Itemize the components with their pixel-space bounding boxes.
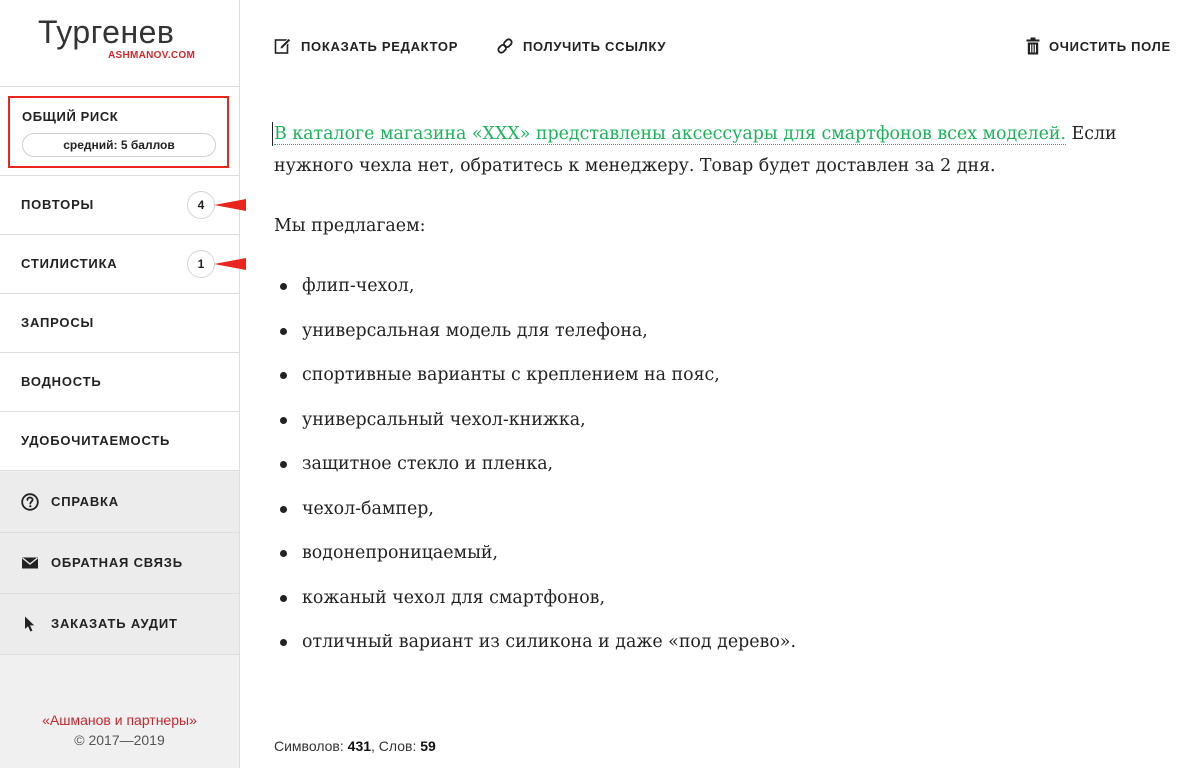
overall-risk-panel xyxy=(8,96,229,168)
logo-title: Тургенев xyxy=(38,14,175,50)
words-label: , Слов: xyxy=(371,738,417,754)
sidebar-item-repeats[interactable] xyxy=(0,176,239,235)
red-pointer-arrow xyxy=(214,258,246,270)
sidebar-item-readability[interactable] xyxy=(0,412,239,471)
list-item: универсальная модель для телефона, xyxy=(274,315,1154,360)
text-stats xyxy=(274,738,436,754)
sidebar-item-help[interactable] xyxy=(0,472,239,533)
clear-field-button[interactable] xyxy=(1026,36,1171,56)
sidebar xyxy=(0,0,240,768)
risk-value-badge: средний: 5 баллов xyxy=(22,133,216,157)
chars-label: Символов: xyxy=(274,738,344,754)
list-item: кожаный чехол для смартфонов, xyxy=(274,582,1154,627)
sidebar-item-label: СТИЛИСТИКА xyxy=(21,256,118,271)
show-editor-button[interactable] xyxy=(274,36,458,56)
clear-field-label: ОЧИСТИТЬ ПОЛЕ xyxy=(1049,38,1171,54)
edit-icon xyxy=(274,37,292,55)
get-link-button[interactable] xyxy=(496,36,666,56)
partner-link[interactable]: «Ашманов и партнеры» xyxy=(42,712,197,728)
risk-label: ОБЩИЙ РИСК xyxy=(22,109,119,124)
sidebar-item-label: СПРАВКА xyxy=(51,494,119,509)
get-link-label: ПОЛУЧИТЬ ССЫЛКУ xyxy=(523,38,667,54)
paragraph-text: Если нужного чехла нет, обратитесь к менеджеру. Товар будет доставлен за 2 дня. xyxy=(274,124,1117,176)
editor-paragraph xyxy=(274,118,1154,182)
sidebar-item-label: ЗАПРОСЫ xyxy=(21,315,95,330)
logo[interactable] xyxy=(0,0,239,87)
stylistics-count-badge: 1 xyxy=(187,250,215,278)
sidebar-item-label: УДОБОЧИТАЕМОСТЬ xyxy=(21,433,171,448)
copyright: © 2017—2019 xyxy=(74,732,165,748)
sidebar-item-label: ОБРАТНАЯ СВЯЗЬ xyxy=(51,555,183,570)
list-item: чехол-бампер, xyxy=(274,493,1154,538)
sidebar-item-wateriness[interactable] xyxy=(0,353,239,412)
editor-paragraph: Мы предлагаем: xyxy=(274,216,426,236)
list-item: защитное стекло и пленка, xyxy=(274,448,1154,493)
logo-subtitle: ASHMANOV.COM xyxy=(108,50,196,61)
cursor-pointer-icon xyxy=(21,615,39,633)
list-item: спортивные варианты с креплением на пояс, xyxy=(274,359,1154,404)
list-item: водонепроницаемый, xyxy=(274,537,1154,582)
sidebar-item-label: ВОДНОСТЬ xyxy=(21,374,102,389)
words-count: 59 xyxy=(420,738,436,754)
sidebar-item-label: ПОВТОРЫ xyxy=(21,197,95,212)
chars-count: 431 xyxy=(347,738,372,754)
sidebar-footer xyxy=(0,712,239,748)
highlighted-sentence[interactable]: В каталоге магазина «XXX» представлены аксессуары для смартфонов всех моделей. xyxy=(274,124,1066,144)
offer-list xyxy=(274,270,1154,671)
question-circle-icon xyxy=(21,493,39,511)
list-item: универсальный чехол-книжка, xyxy=(274,404,1154,449)
text-editor[interactable] xyxy=(274,118,1154,671)
red-pointer-arrow xyxy=(214,199,246,211)
envelope-icon xyxy=(21,554,39,572)
list-item: отличный вариант из силикона и даже «под дерево». xyxy=(274,626,1154,671)
repeats-count-badge: 4 xyxy=(187,191,215,219)
sidebar-item-stylistics[interactable] xyxy=(0,235,239,294)
sidebar-item-label: ЗАКАЗАТЬ АУДИТ xyxy=(51,616,178,631)
sidebar-item-order-audit[interactable] xyxy=(0,594,239,655)
show-editor-label: ПОКАЗАТЬ РЕДАКТОР xyxy=(301,38,459,54)
sidebar-item-feedback[interactable] xyxy=(0,533,239,594)
sidebar-item-queries[interactable] xyxy=(0,294,239,353)
trash-icon xyxy=(1026,37,1040,55)
list-item: флип-чехол, xyxy=(274,270,1154,315)
text-caret xyxy=(272,122,273,146)
link-icon xyxy=(496,37,514,55)
